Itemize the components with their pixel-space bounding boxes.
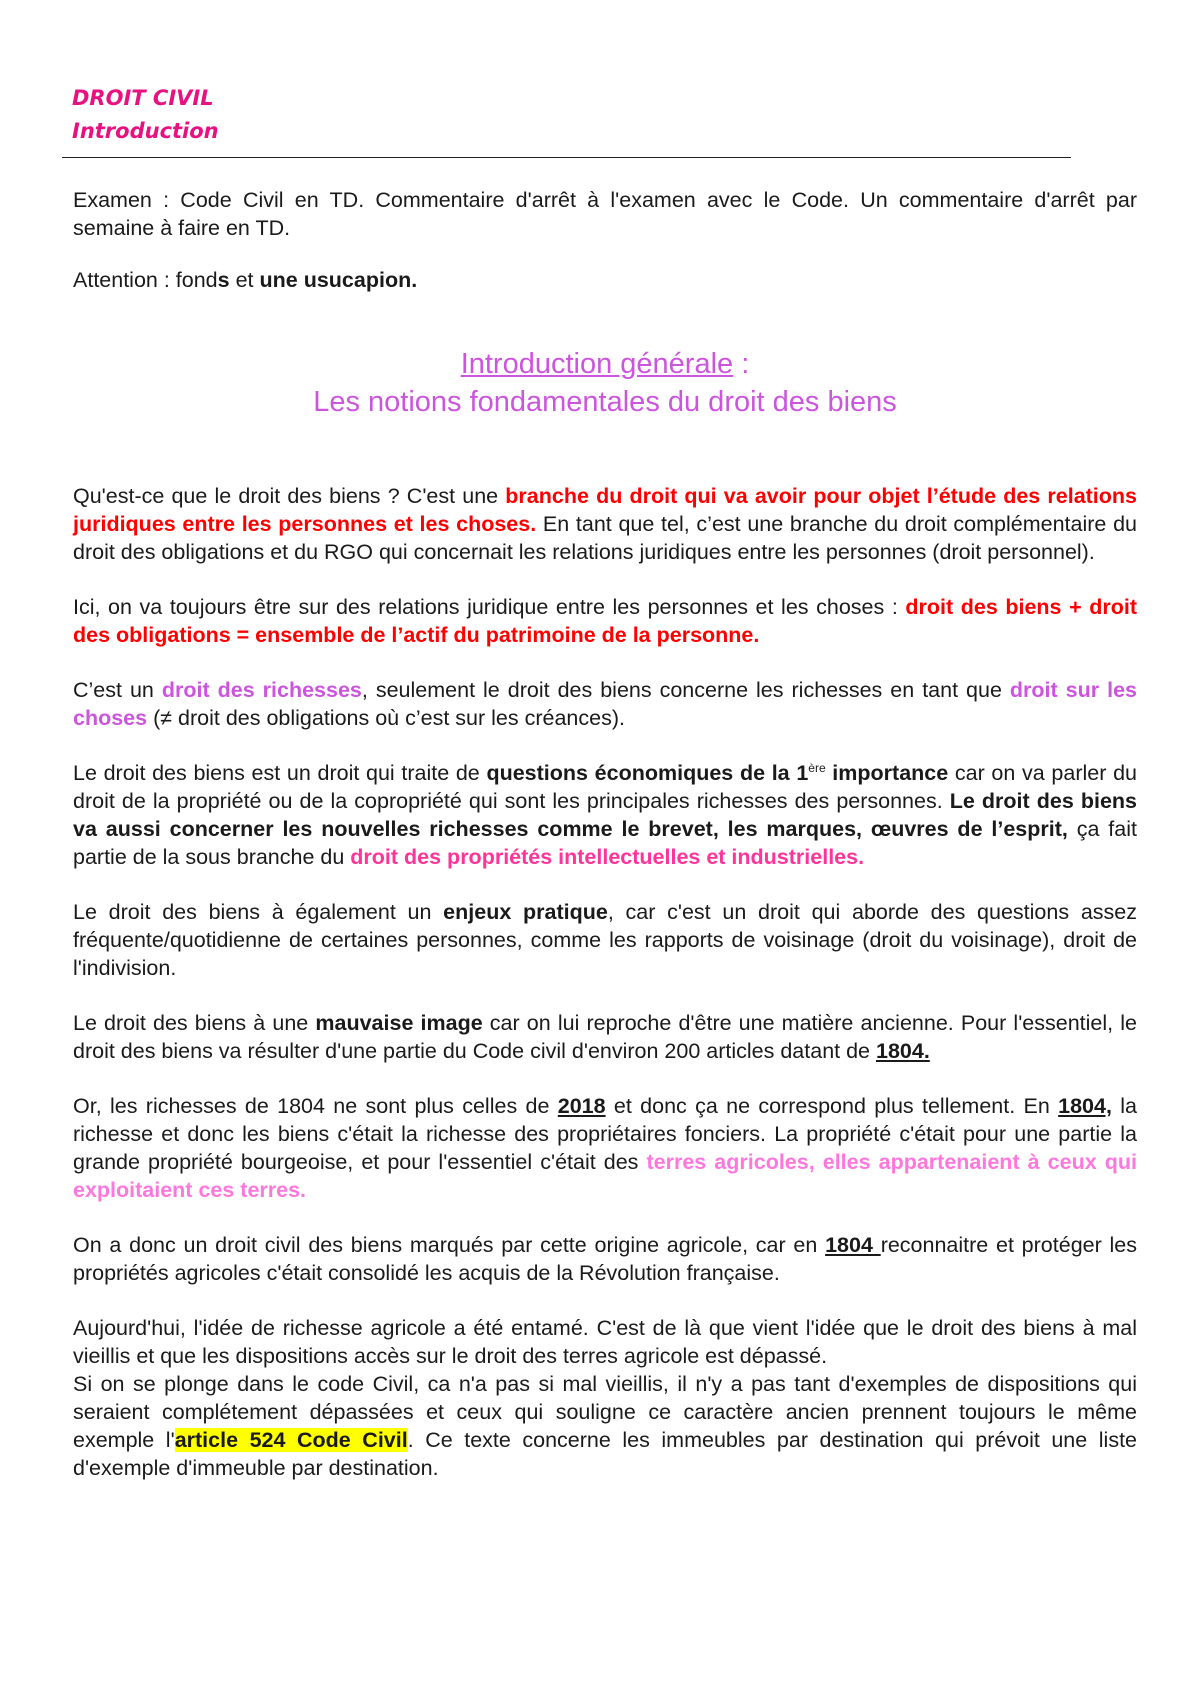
text-highlight-pink: droit des richesses xyxy=(161,678,362,702)
text: , seulement le droit des biens concerne les richesses en tant que xyxy=(361,678,1010,702)
text: C’est un xyxy=(73,678,162,702)
paragraph-1804 xyxy=(73,1092,1137,1204)
text-bold: enjeux pratique xyxy=(443,900,608,924)
text-highlight-red: droit des biens + droit des obligations = ensemble de l’actif du patrimoine de la personne. xyxy=(73,595,1137,647)
text: On a donc un droit civil des biens marqués par cette origine agricole, car en xyxy=(73,1233,826,1257)
paragraph-agricole xyxy=(73,1231,1137,1287)
text-highlight-yellow: article 524 Code Civil xyxy=(174,1428,408,1452)
text: Ici, on va toujours être sur des relations juridique entre les personnes et les choses : xyxy=(73,595,906,619)
text: Qu'est-ce que le droit des biens ? C'est une xyxy=(73,484,506,508)
text: Attention : fond xyxy=(73,268,218,292)
text: (≠ droit des obligations où c’est sur les créances). xyxy=(147,706,625,730)
text-highlight-pink: droit des propriétés intellectuelles et industrielles. xyxy=(350,845,865,869)
attention-paragraph xyxy=(73,266,1137,294)
text-bold: une usucapion. xyxy=(259,268,418,292)
text-bold: mauvaise image xyxy=(315,1011,483,1035)
document-body xyxy=(73,186,1137,1509)
text: et donc ça ne correspond plus tellement. En xyxy=(605,1094,1059,1118)
text: la richesse et donc les biens c'était la richesse des propriétaires fonciers. La propriété c'était pour une partie la grande propriété bourgeoise, et pour l'essentiel c'était des xyxy=(73,1094,1137,1174)
header-title: DROIT CIVIL xyxy=(72,86,214,110)
header-subtitle: Introduction xyxy=(72,119,219,143)
paragraph-economic xyxy=(73,759,1137,871)
text-underlined: 2018 xyxy=(557,1094,606,1118)
section-title-line2: Les notions fondamentales du droit des biens xyxy=(313,386,897,418)
text: Le droit des biens est un droit qui traite de xyxy=(73,761,487,785)
text: car on lui reproche d'être une matière ancienne. Pour l'essentiel, le droit des biens va résulter d'une partie du Code civil d'environ 200 articles datant de xyxy=(73,1011,1137,1063)
paragraph-definition xyxy=(73,482,1137,566)
text-bold: importance xyxy=(825,761,949,785)
text-bold: s xyxy=(217,268,230,292)
text-underlined: 1804. xyxy=(876,1039,930,1063)
document-header xyxy=(72,82,219,148)
text-bold-dot: . Ce texte concerne les immeubles par destination qui prévoit une liste d'exemple d'immeuble par destination. xyxy=(73,1428,1138,1480)
text-underlined: 1804, xyxy=(1058,1094,1112,1118)
text: Si on se plonge dans le code Civil, ca n'a pas si mal vieillis, il n'y a pas tant d'exemples de dispositions qui seraient complétement dépassées et ceux qui souligne ce caractère ancien prennent toujours le même exemple l' xyxy=(73,1372,1137,1452)
paragraph-image xyxy=(73,1009,1137,1065)
text-highlight-red: branche du droit qui va avoir pour objet l’étude des relations juridiques entre les personnes et les choses. xyxy=(73,484,1138,536)
text: et xyxy=(229,268,260,292)
text: Le droit des biens à également un xyxy=(73,900,444,924)
paragraph-practical xyxy=(73,898,1137,982)
text: : xyxy=(733,348,750,380)
text: reconnaitre et protéger les propriétés agricoles c'était consolidé les acquis de la Révolution française. xyxy=(73,1233,1137,1285)
text: , car c'est un droit qui aborde des questions assez fréquente/quotidienne de certaines personnes, comme les rapports de voisinage (droit du voisinage), droit de l'indivision. xyxy=(73,900,1137,980)
paragraph-code-civil xyxy=(73,1370,1137,1482)
text-highlight-pink: droit sur les choses xyxy=(73,678,1137,730)
text-underlined: 1804 xyxy=(825,1233,881,1257)
superscript: ère xyxy=(808,760,826,775)
text: Le droit des biens à une xyxy=(73,1011,316,1035)
paragraph-richesses xyxy=(73,676,1137,732)
text-bold: questions économiques de la 1 xyxy=(486,761,809,785)
section-title-line1: Introduction générale xyxy=(460,348,734,380)
paragraph-aujourdhui: Aujourd'hui, l'idée de richesse agricole a été entamé. C'est de là que vient l'idée que le droit des biens à mal vieillis et que les dispositions accès sur le droit des terres agricole est dépassé. xyxy=(73,1316,1137,1368)
header-divider xyxy=(62,157,1071,158)
text: car on va parler du droit de la propriété ou de la copropriété qui sont les principales richesses des personnes. xyxy=(73,761,1137,813)
text: En tant que tel, c’est une branche du droit complémentaire du droit des obligations et du RGO qui concernait les relations juridiques entre les personnes (droit personnel). xyxy=(73,512,1137,564)
text: Or, les richesses de 1804 ne sont plus celles de xyxy=(73,1094,558,1118)
text-highlight-pink: terres agricoles, elles appartenaient à ceux qui exploitaient ces terres. xyxy=(73,1150,1137,1202)
exam-paragraph: Examen : Code Civil en TD. Commentaire d'arrêt à l'examen avec le Code. Un commentaire d'arrêt par semaine à faire en TD. xyxy=(73,188,1137,240)
paragraph-relations xyxy=(73,593,1137,649)
text: ça fait partie de la sous branche du xyxy=(73,817,1137,869)
section-title xyxy=(73,345,1137,421)
text-bold: Le droit des biens va aussi concerner les nouvelles richesses comme le brevet, les marques, œuvres de l’esprit, xyxy=(73,789,1137,841)
